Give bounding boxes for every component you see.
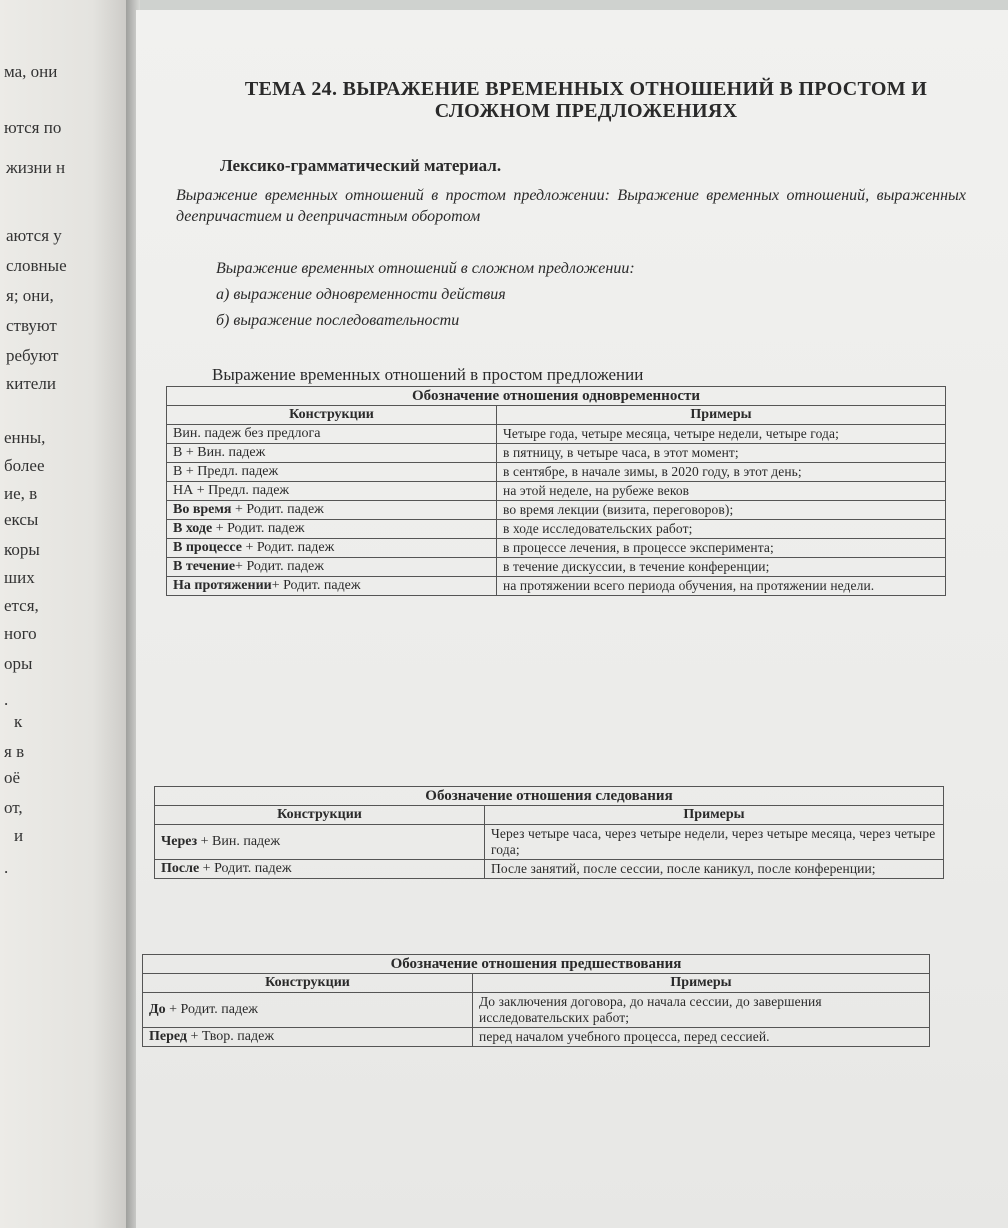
left-page-fragment: ется,	[4, 596, 39, 615]
table-row	[167, 501, 946, 520]
example-cell: После занятий, после сессии, после каникул, после конференции;	[485, 860, 944, 879]
table-row	[167, 463, 946, 482]
construction-keyword: В течение	[173, 559, 236, 574]
construction-text: + Родит. падеж	[235, 559, 324, 574]
intro-complex: Выражение временных отношений в сложном предложении:	[216, 260, 635, 277]
left-page-fragment: ются по	[4, 118, 62, 137]
example-cell: в течение дискуссии, в течение конференции;	[497, 558, 946, 577]
construction-text: + Вин. падеж	[197, 834, 281, 849]
left-page-fragment: .	[4, 690, 9, 709]
table-row	[155, 860, 944, 879]
page-title: ТЕМА 24. ВЫРАЖЕНИЕ ВРЕМЕННЫХ ОТНОШЕНИЙ В ПРОСТОМ И СЛОЖНОМ ПРЕДЛОЖЕНИЯХ	[244, 78, 928, 122]
construction-text: В + Предл. падеж	[173, 464, 279, 479]
table-row	[167, 539, 946, 558]
construction-cell	[143, 1028, 473, 1047]
left-page-fragment: я в	[4, 742, 25, 761]
construction-cell	[155, 825, 485, 860]
construction-keyword: После	[161, 861, 200, 876]
left-page-fragment: кители	[6, 374, 56, 393]
construction-cell	[143, 993, 473, 1028]
table-row	[155, 825, 944, 860]
section-title: Обозначение отношения предшествования	[143, 955, 930, 974]
construction-text: Вин. падеж без предлога	[173, 426, 321, 441]
table-caption: Выражение временных отношений в простом предложении	[212, 365, 644, 384]
precedence-table	[142, 954, 930, 1047]
column-header-examples: Примеры	[473, 974, 930, 993]
left-page-fragment: оё	[4, 768, 21, 787]
example-cell: в пятницу, в четыре часа, в этот момент;	[497, 444, 946, 463]
construction-keyword: Во время	[173, 502, 232, 517]
column-header-examples: Примеры	[497, 406, 946, 425]
left-page	[0, 0, 132, 1228]
example-cell: на протяжении всего периода обучения, на протяжении недели.	[497, 577, 946, 596]
column-header-constructions: Конструкции	[143, 974, 473, 993]
left-page-fragment: аются у	[6, 226, 62, 245]
intro-paragraph: Выражение временных отношений в простом предложении: Выражение временных отношений, выраженных деепричастием и деепричастным оборотом	[176, 187, 966, 225]
left-page-fragment: ма, они	[4, 62, 58, 81]
construction-text: + Родит. падеж	[212, 521, 305, 536]
construction-keyword: В процессе	[173, 540, 242, 555]
right-page	[136, 10, 1008, 1228]
construction-text: + Родит. падеж	[271, 578, 361, 593]
construction-text: НА + Предл. падеж	[173, 483, 290, 498]
example-cell: в процессе лечения, в процессе эксперимента;	[497, 539, 946, 558]
section-title: Обозначение отношения одновременности	[167, 387, 946, 406]
construction-text: + Родит. падеж	[199, 861, 292, 876]
construction-keyword: В ходе	[173, 521, 213, 536]
left-page-fragment: от,	[4, 798, 23, 817]
example-cell: Четыре года, четыре месяца, четыре недели, четыре года;	[497, 425, 946, 444]
construction-keyword: Перед	[149, 1029, 188, 1044]
construction-cell	[167, 425, 497, 444]
example-cell: До заключения договора, до начала сессии, до завершения исследовательских работ;	[473, 993, 930, 1028]
left-page-fragment: енны,	[4, 428, 46, 447]
table-row	[167, 482, 946, 501]
left-page-fragment: .	[4, 858, 9, 877]
following-table	[154, 786, 944, 879]
construction-cell	[167, 539, 497, 558]
construction-cell	[167, 482, 497, 501]
column-header-constructions: Конструкции	[167, 406, 497, 425]
left-page-fragment: я; они,	[6, 286, 54, 305]
construction-text: + Родит. падеж	[165, 1002, 258, 1017]
left-page-fragment: словные	[6, 256, 67, 275]
left-page-fragment: жизни н	[6, 158, 66, 177]
lexical-heading: Лексико-грамматический материал.	[220, 156, 502, 175]
table-row	[167, 444, 946, 463]
construction-keyword: До	[149, 1002, 166, 1017]
construction-text: + Твор. падеж	[187, 1029, 274, 1044]
construction-cell	[167, 520, 497, 539]
left-page-fragment: ного	[4, 624, 37, 643]
table-row	[167, 425, 946, 444]
construction-cell	[167, 463, 497, 482]
table-row	[167, 577, 946, 596]
left-page-fragment: ие, в	[4, 484, 38, 503]
left-page-fragment: ексы	[4, 510, 39, 529]
simultaneity-table	[166, 386, 946, 596]
construction-cell	[167, 444, 497, 463]
left-page-fragment: оры	[4, 654, 33, 673]
left-page-fragment: к	[14, 712, 23, 731]
construction-cell	[167, 577, 497, 596]
table-row	[143, 993, 930, 1028]
section-title: Обозначение отношения следования	[155, 787, 944, 806]
construction-text: В + Вин. падеж	[173, 445, 266, 460]
construction-cell	[167, 501, 497, 520]
construction-keyword: Через	[161, 834, 198, 849]
construction-text: + Родит. падеж	[241, 540, 335, 555]
left-page-fragment: ствуют	[6, 316, 57, 335]
example-cell: в сентябре, в начале зимы, в 2020 году, в этот день;	[497, 463, 946, 482]
intro-item-a: а) выражение одновременности действия	[216, 286, 506, 303]
example-cell: на этой неделе, на рубеже веков	[497, 482, 946, 501]
example-cell: Через четыре часа, через четыре недели, через четыре месяца, через четыре года;	[485, 825, 944, 860]
left-page-fragment: коры	[4, 540, 40, 559]
left-page-fragment: более	[4, 456, 45, 475]
column-header-constructions: Конструкции	[155, 806, 485, 825]
construction-cell	[155, 860, 485, 879]
table-row	[167, 558, 946, 577]
construction-cell	[167, 558, 497, 577]
construction-text: + Родит. падеж	[231, 502, 324, 517]
left-page-fragment: ребуют	[6, 346, 59, 365]
column-header-examples: Примеры	[485, 806, 944, 825]
example-cell: в ходе исследовательских работ;	[497, 520, 946, 539]
left-page-fragment: ших	[4, 568, 35, 587]
construction-keyword: На протяжении	[173, 578, 272, 593]
example-cell: во время лекции (визита, переговоров);	[497, 501, 946, 520]
intro-item-b: б) выражение последовательности	[216, 312, 460, 329]
table-row	[143, 1028, 930, 1047]
table-row	[167, 520, 946, 539]
example-cell: перед началом учебного процесса, перед сессией.	[473, 1028, 930, 1047]
left-page-fragment: и	[14, 826, 24, 845]
